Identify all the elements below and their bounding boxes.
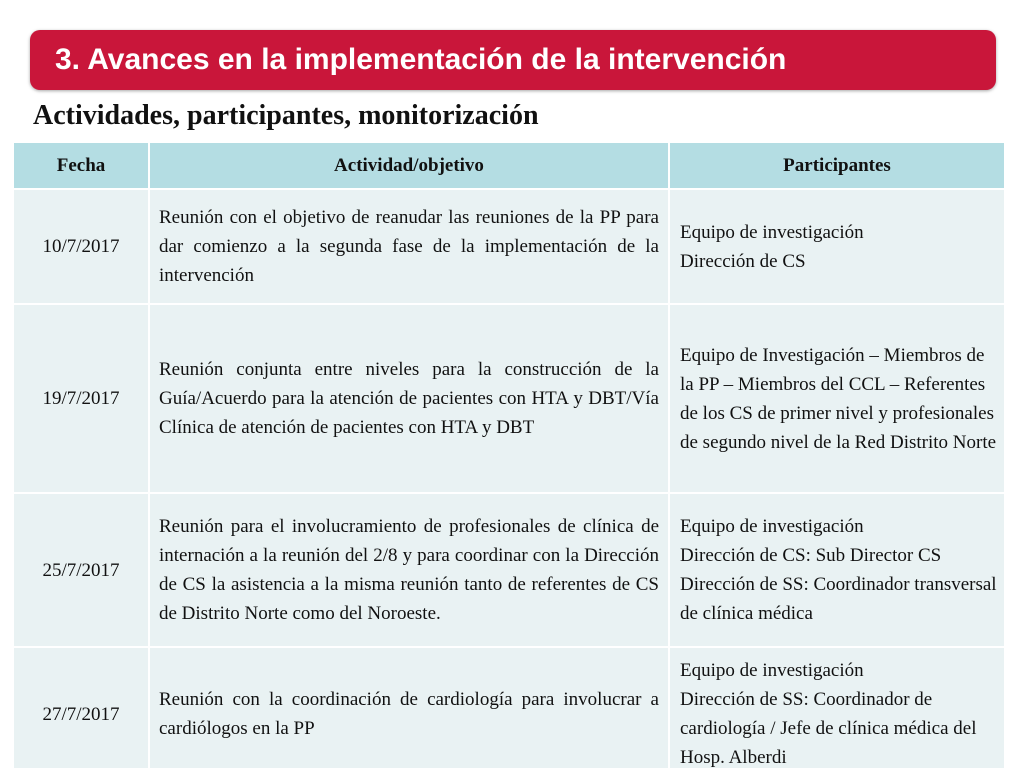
column-header-activity: Actividad/objetivo <box>149 142 669 189</box>
cell-participants <box>669 647 1004 768</box>
cell-activity: Reunión para el involucramiento de profesionales de clínica de internación a la reunión del 2/8 y para coordinar con la Dirección de CS la asistencia a la misma reunión tanto de referentes de CS de Distrito Norte como del Noroeste. <box>149 493 669 647</box>
table-header-row <box>13 142 1004 189</box>
participant-line: Equipo de investigación <box>680 221 864 243</box>
subtitle: Actividades, participantes, monitorización <box>33 100 539 131</box>
table-row <box>13 304 1004 493</box>
column-header-date: Fecha <box>13 142 149 189</box>
participant-line: Dirección de SS: Coordinador de cardiología / Jefe de clínica médica del Hosp. Alberdi <box>680 689 977 768</box>
activities-table <box>12 141 1004 768</box>
participant-line: Dirección de CS <box>680 250 806 272</box>
section-banner <box>30 30 996 90</box>
section-title: 3. Avances en la implementación de la intervención <box>55 43 787 76</box>
cell-activity: Reunión con la coordinación de cardiología para involucrar a cardiólogos en la PP <box>149 647 669 768</box>
participant-line: Equipo de investigación <box>680 660 864 681</box>
table-row <box>13 647 1004 768</box>
cell-date: 25/7/2017 <box>13 493 149 647</box>
cell-participants <box>669 493 1004 647</box>
table-row <box>13 493 1004 647</box>
cell-activity: Reunión conjunta entre niveles para la construcción de la Guía/Acuerdo para la atención de pacientes con HTA y DBT/Vía Clínica de atención de pacientes con HTA y DBT <box>149 304 669 493</box>
cell-date: 19/7/2017 <box>13 304 149 493</box>
cell-date: 27/7/2017 <box>13 647 149 768</box>
cell-date: 10/7/2017 <box>13 189 149 304</box>
participant-line: Dirección de CS: Sub Director CS <box>680 545 942 566</box>
cell-participants <box>669 304 1004 493</box>
participant-line: Equipo de Investigación – Miembros de la PP – Miembros del CCL – Referentes de los CS de primer nivel y profesionales de segundo nivel de la Red Distrito Norte <box>680 344 997 453</box>
cell-participants <box>669 189 1004 304</box>
table-row <box>13 189 1004 304</box>
column-header-participants: Participantes <box>669 142 1004 189</box>
participant-line: Equipo de investigación <box>680 516 864 537</box>
cell-activity: Reunión con el objetivo de reanudar las reuniones de la PP para dar comienzo a la segunda fase de la implementación de la intervención <box>149 189 669 304</box>
participant-line: Dirección de SS: Coordinador transversal de clínica médica <box>680 574 997 624</box>
